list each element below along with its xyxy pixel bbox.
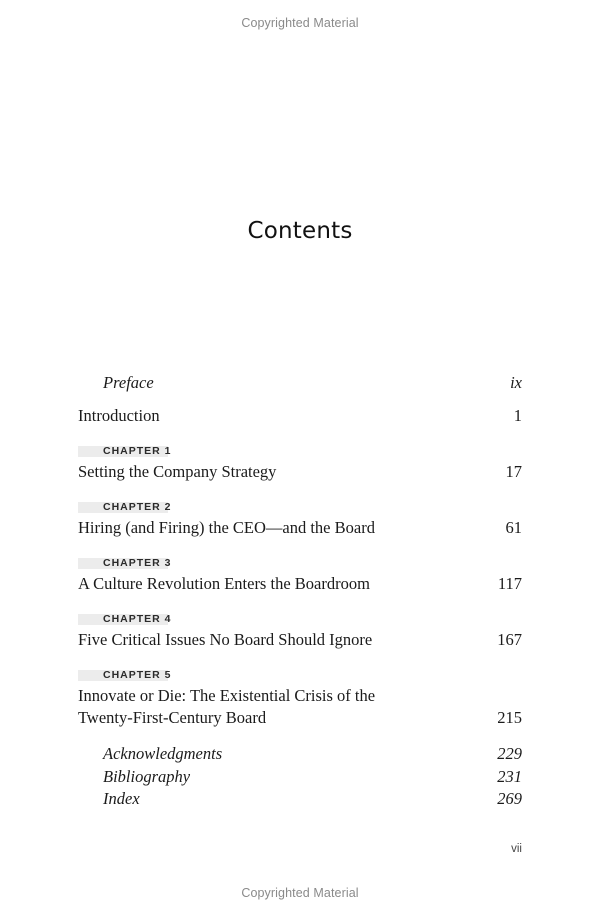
chapter-tag-label: CHAPTER 2	[103, 501, 172, 513]
toc-entry-page: 269	[497, 789, 522, 808]
toc-entry-chapter-2[interactable]	[78, 517, 522, 539]
toc-entry-label: Hiring (and Firing) the CEO—and the Board	[78, 518, 375, 537]
page-number: vii	[511, 843, 522, 855]
chapter-tag	[78, 501, 172, 513]
chapter-tag	[78, 669, 172, 681]
chapter-tag	[78, 445, 172, 457]
toc-entry-page: 1	[513, 406, 522, 425]
chapter-tag-label: CHAPTER 1	[103, 445, 172, 457]
toc-entry-label: A Culture Revolution Enters the Boardroom	[78, 574, 370, 593]
page-title: Contents	[247, 218, 353, 244]
toc-entry-chapter-3[interactable]	[78, 573, 522, 595]
toc-entry-label: Setting the Company Strategy	[78, 462, 277, 481]
toc-entry-page: 117	[497, 574, 522, 593]
copyright-watermark-bottom: Copyrighted Material	[241, 886, 359, 900]
toc-entry-label: Preface	[103, 373, 154, 392]
chapter-tag	[78, 557, 172, 569]
toc-entry-index[interactable]	[103, 788, 522, 810]
toc-entry-page: ix	[510, 373, 522, 392]
toc-entry-chapter-4[interactable]	[78, 629, 522, 651]
toc-entry-label: Five Critical Issues No Board Should Ignore	[78, 630, 373, 649]
chapter-tag-label: CHAPTER 3	[103, 557, 172, 569]
toc-entry-page: 231	[497, 767, 522, 786]
toc-entry-page: 167	[497, 630, 522, 649]
chapter-tag	[78, 613, 172, 625]
toc-entry-label: Acknowledgments	[103, 744, 223, 763]
toc-entry-introduction[interactable]	[78, 405, 522, 427]
chapter-tag-label: CHAPTER 4	[103, 613, 172, 625]
toc-entry-label-line-2: Twenty-First-Century Board	[78, 708, 267, 727]
toc-entry-label: Index	[103, 789, 140, 808]
toc-entry-chapter-1[interactable]	[78, 461, 522, 483]
toc-entry-chapter-5[interactable]	[78, 685, 522, 729]
toc-entry-page: 61	[505, 518, 522, 537]
chapter-tag-label: CHAPTER 5	[103, 669, 172, 681]
toc-entry-acknowledgments[interactable]	[103, 743, 522, 765]
toc-entry-page: 229	[497, 744, 522, 763]
toc-entry-preface[interactable]	[103, 372, 522, 394]
toc-entry-page: 17	[505, 462, 522, 481]
toc-entry-bibliography[interactable]	[103, 766, 522, 788]
copyright-watermark-top: Copyrighted Material	[241, 16, 359, 30]
toc-entry-page: 215	[497, 708, 522, 727]
toc-entry-label-line-1: Innovate or Die: The Existential Crisis of the	[78, 686, 376, 705]
toc-entry-label: Bibliography	[103, 767, 191, 786]
toc-entry-label: Introduction	[78, 406, 160, 425]
